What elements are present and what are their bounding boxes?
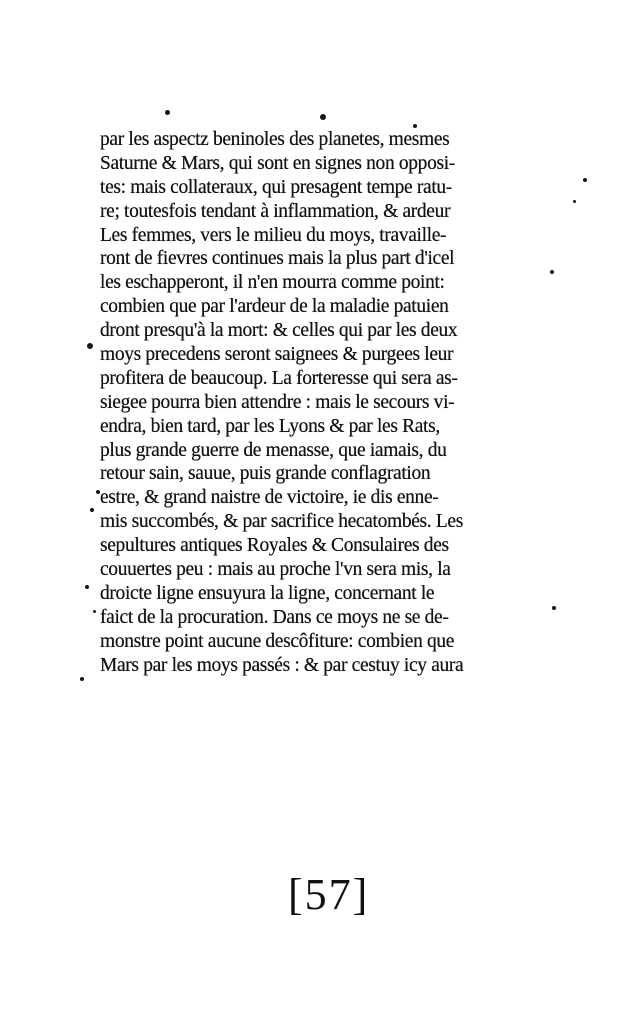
text-line: faict de la procuration. Dans ce moys ne se de- [100, 606, 449, 628]
text-line: retour sain, sauue, puis grande conflagration [100, 463, 431, 485]
ink-speck [583, 178, 587, 182]
text-line: endra, bien tard, par les Lyons & par les Rats, [100, 415, 440, 437]
text-line: tes: mais collateraux, qui presagent tempe ratu- [100, 176, 452, 198]
ink-speck [87, 343, 93, 349]
text-line: estre, & grand naistre de victoire, ie dis enne- [100, 487, 439, 509]
ink-speck [550, 270, 554, 274]
page-number: [57] [288, 870, 370, 919]
text-line: combien que par l'ardeur de la maladie patuien [100, 296, 449, 318]
ink-speck [165, 110, 170, 115]
text-line: ront de fievres continues mais la plus part d'icel [100, 248, 455, 270]
ink-speck [552, 606, 556, 610]
text-line: les eschapperont, il n'en mourra comme point: [100, 272, 445, 294]
text-line: moys precedens seront saignees & purgees leur [100, 344, 454, 366]
body-text [100, 128, 548, 677]
text-line: Les femmes, vers le milieu du moys, travaille- [100, 224, 447, 246]
text-line: siegee pourra bien attendre : mais le secours vi- [100, 391, 455, 413]
ink-speck [320, 114, 326, 120]
text-line: monstre point aucune descôfiture: combien que [100, 630, 455, 652]
text-line: plus grande guerre de menasse, que iamais, du [100, 439, 447, 461]
text-line: re; toutesfois tendant à inflammation, & ardeur [100, 200, 451, 222]
text-line: par les aspectz beninoles des planetes, mesmes [100, 129, 450, 150]
ink-speck [93, 610, 96, 613]
ink-speck [90, 508, 94, 512]
text-line: mis succombés, & par sacrifice hecatombés. Les [100, 511, 463, 533]
text-line: Mars par les moys passés : & par cestuy icy aura [100, 654, 464, 676]
ink-speck [80, 677, 84, 681]
text-line: Saturne & Mars, qui sont en signes non opposi- [100, 152, 455, 174]
text-line: dront presqu'à la mort: & celles qui par les deux [100, 320, 458, 342]
text-line: couuertes peu : mais au proche l'vn sera mis, la [100, 559, 451, 581]
ink-speck [573, 200, 576, 203]
ink-speck [85, 585, 89, 589]
text-line: sepultures antiques Royales & Consulaires des [100, 535, 449, 557]
text-line: profitera de beaucoup. La forteresse qui sera as- [100, 367, 458, 389]
text-line: droicte ligne ensuyura la ligne, concernant le [100, 582, 435, 604]
